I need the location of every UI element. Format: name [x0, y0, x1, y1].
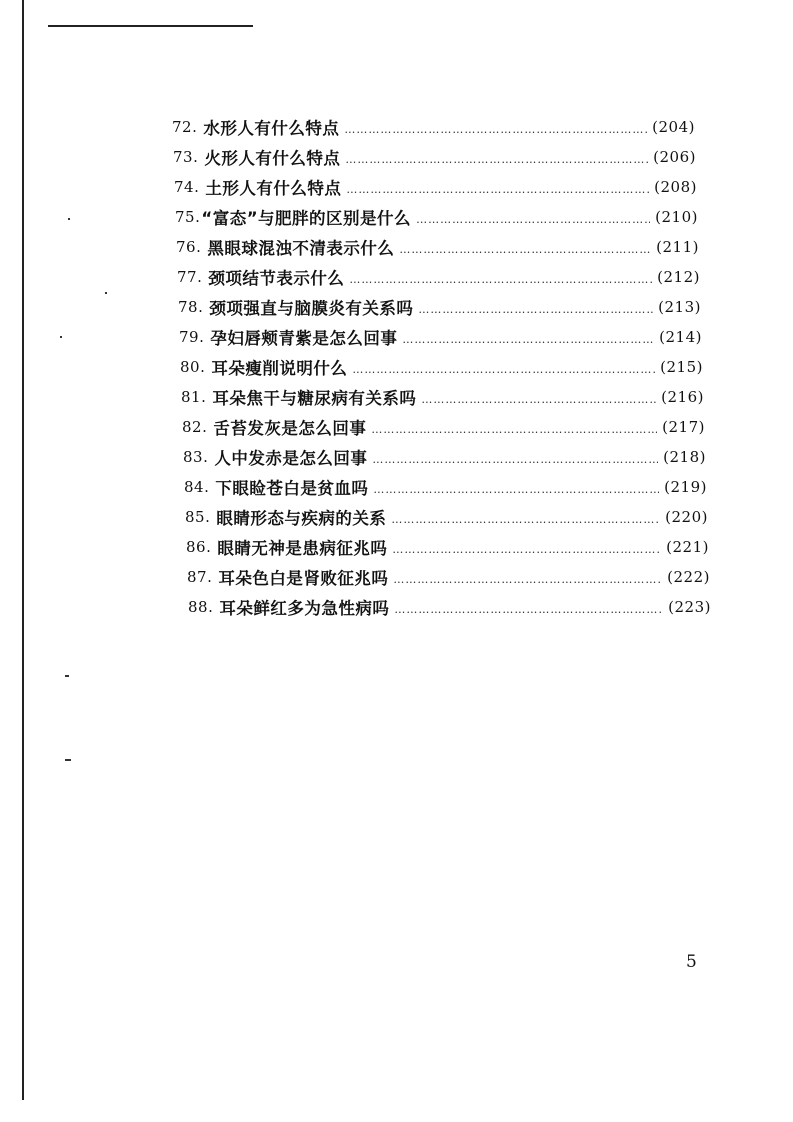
dot-leader [391, 513, 660, 526]
entry-title: “富态”与肥胖的区别是什么 [201, 209, 412, 228]
toc-entry [186, 534, 709, 560]
entry-page: (217) [662, 418, 705, 436]
entry-title: 土形人有什么特点 [205, 179, 342, 198]
entry-page: (218) [663, 448, 706, 466]
entry-title: 黑眼球混浊不清表示什么 [207, 239, 395, 258]
toc-entry [181, 384, 704, 410]
entry-title: 下眼睑苍白是贫血吗 [215, 479, 369, 498]
entry-number: 80. [180, 358, 206, 376]
entry-page: (215) [660, 358, 703, 376]
entry-title: 颈项强直与脑膜炎有关系吗 [209, 299, 414, 318]
entry-title: 颈项结节表示什么 [208, 269, 345, 288]
entry-page: (214) [659, 328, 702, 346]
entry-page: (213) [658, 298, 701, 316]
entry-number: 88. [188, 598, 214, 616]
toc-entry [182, 414, 705, 440]
entry-page: (211) [656, 238, 699, 256]
entry-number: 75. [175, 208, 201, 226]
entry-title: 水形人有什么特点 [203, 119, 340, 138]
dot-leader [418, 303, 653, 316]
entry-title: 耳朵瘦削说明什么 [211, 359, 348, 378]
dot-leader [393, 573, 662, 586]
dot-leader [371, 423, 657, 436]
dot-leader [399, 243, 651, 256]
scan-speck [65, 759, 71, 761]
dot-leader [392, 543, 661, 556]
entry-title: 火形人有什么特点 [204, 149, 341, 168]
entry-number: 82. [182, 418, 208, 436]
dot-leader [344, 123, 647, 136]
dot-leader [373, 483, 659, 496]
entry-page: (223) [668, 598, 711, 616]
entry-number: 79. [179, 328, 205, 346]
entry-title: 孕妇唇颊青紫是怎么回事 [210, 329, 398, 348]
toc-entry [185, 504, 708, 530]
entry-title: 眼睛形态与疾病的关系 [216, 509, 387, 528]
entry-number: 83. [183, 448, 209, 466]
dot-leader [352, 363, 655, 376]
entry-page: (206) [653, 148, 696, 166]
entry-number: 72. [172, 118, 198, 136]
entry-page: (204) [652, 118, 695, 136]
entry-title: 眼睛无神是患病征兆吗 [217, 539, 388, 558]
toc-entry [184, 474, 707, 500]
entry-number: 76. [176, 238, 202, 256]
entry-title: 耳朵焦干与糖尿病有关系吗 [212, 389, 417, 408]
entry-number: 84. [184, 478, 210, 496]
dot-leader [394, 603, 663, 616]
toc-entry [188, 594, 711, 620]
toc-entry [183, 444, 706, 470]
entry-title: 人中发赤是怎么回事 [214, 449, 368, 468]
entry-page: (210) [655, 208, 698, 226]
entry-number: 81. [181, 388, 207, 406]
page-number: 5 [686, 952, 697, 972]
dot-leader [349, 273, 652, 286]
entry-number: 74. [174, 178, 200, 196]
toc-entry [172, 114, 695, 140]
dot-leader [416, 213, 650, 226]
dot-leader [402, 333, 654, 346]
toc-entry [177, 264, 700, 290]
entry-number: 77. [177, 268, 203, 286]
entry-page: (221) [666, 538, 709, 556]
toc-entry [175, 204, 698, 230]
entry-number: 87. [187, 568, 213, 586]
entry-page: (212) [657, 268, 700, 286]
toc-entry [180, 354, 703, 380]
entry-title: 耳朵鲜红多为急性病吗 [219, 599, 390, 618]
entry-page: (222) [667, 568, 710, 586]
dot-leader [345, 153, 648, 166]
entry-number: 73. [173, 148, 199, 166]
dot-leader [421, 393, 656, 406]
entry-title: 耳朵色白是肾败征兆吗 [218, 569, 389, 588]
toc-entry [176, 234, 699, 260]
entry-number: 85. [185, 508, 211, 526]
entry-title: 舌苔发灰是怎么回事 [213, 419, 367, 438]
toc-entry [178, 294, 701, 320]
dot-leader [372, 453, 658, 466]
toc-entry [187, 564, 710, 590]
entry-page: (220) [665, 508, 708, 526]
dot-leader [346, 183, 649, 196]
toc-entry [174, 174, 697, 200]
entry-page: (216) [661, 388, 704, 406]
entry-page: (219) [664, 478, 707, 496]
entry-page: (208) [654, 178, 697, 196]
entry-number: 78. [178, 298, 204, 316]
toc-entry [179, 324, 702, 350]
toc-entry [173, 144, 696, 170]
entry-number: 86. [186, 538, 212, 556]
